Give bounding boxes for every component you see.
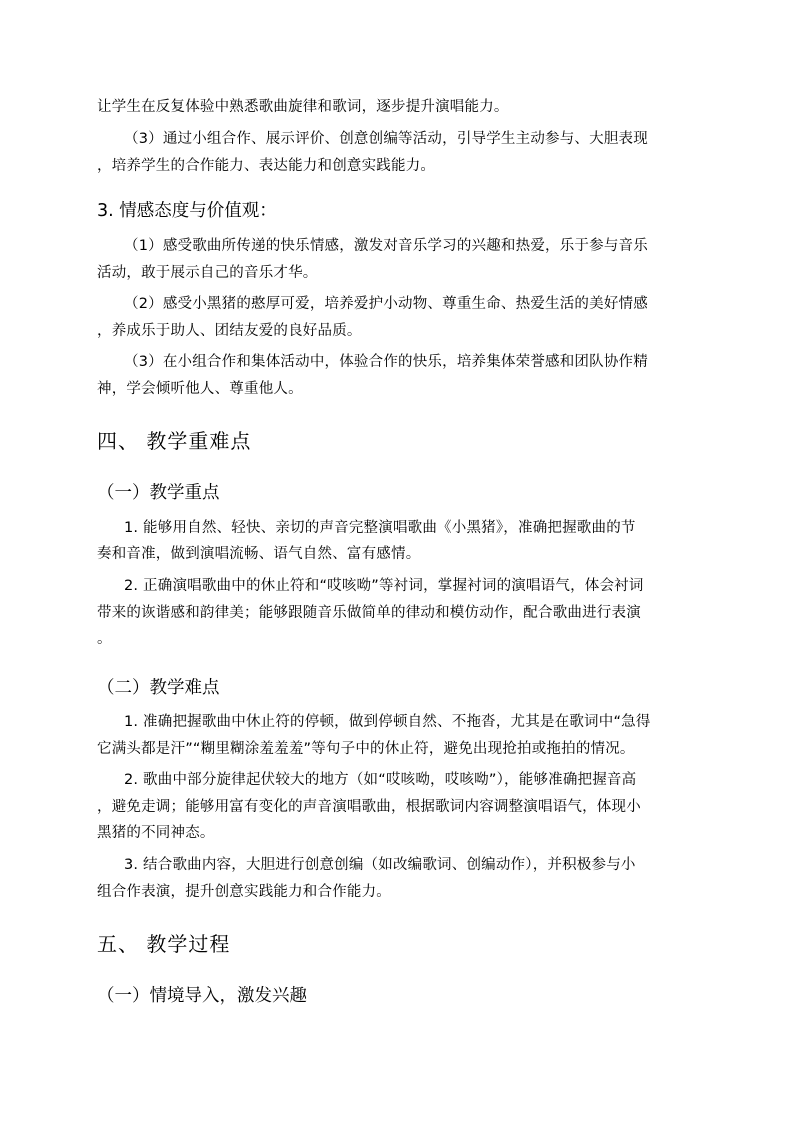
skills-continued-line-1: 让学生在反复体验中熟悉歌曲旋律和歌词，逐步提升演唱能力。 <box>97 99 509 115</box>
emotion-item-2-line-1: （2）感受小黑猪的憨厚可爱，培养爱护小动物、尊重生命、热爱生活的美好情感 <box>124 296 648 312</box>
section-4-heading: 四、 教学重难点 <box>97 429 252 453</box>
difficulty-item-2-line-3: 黑猪的不同神态。 <box>97 825 215 841</box>
focus-item-2-line-1: 2. 正确演唱歌曲中的休止符和“哎咳呦”等衬词，掌握衬词的演唱语气，体会衬词 <box>124 578 644 594</box>
focus-heading: （一）教学重点 <box>97 483 220 503</box>
emotion-item-2-line-2: ，养成乐于助人、团结友爱的良好品质。 <box>97 323 362 339</box>
difficulty-item-3-line-2: 组合作表演，提升创意实践能力和合作能力。 <box>97 884 391 900</box>
section-5-heading: 五、 教学过程 <box>97 932 231 956</box>
focus-item-1-line-1: 1. 能够用自然、轻快、亲切的声音完整演唱歌曲《小黑猪》，准确把握歌曲的节 <box>124 520 636 536</box>
difficulty-item-2-line-2: ，避免走调；能够用富有变化的声音演唱歌曲，根据歌词内容调整演唱语气，体现小 <box>97 799 641 815</box>
difficulty-item-1-line-1: 1. 准确把握歌曲中休止符的停顿，做到停顿自然、不拖沓，尤其是在歌词中“急得 <box>124 714 651 730</box>
difficulty-heading: （二）教学难点 <box>97 678 220 698</box>
emotion-item-3-line-1: （3）在小组合作和集体活动中，体验合作的快乐，培养集体荣誉感和团队协作精 <box>124 354 648 370</box>
focus-item-2-line-2: 带来的诙谐感和韵律美；能够跟随音乐做简单的律动和模仿动作，配合歌曲进行表演 <box>97 605 641 621</box>
emotion-item-1-line-1: （1）感受歌曲所传递的快乐情感，激发对音乐学习的兴趣和热爱，乐于参与音乐 <box>124 238 648 254</box>
difficulty-item-2-line-1: 2. 歌曲中部分旋律起伏较大的地方（如“哎咳呦，哎咳呦”），能够准确把握音高 <box>124 772 637 788</box>
difficulty-item-3-line-1: 3. 结合歌曲内容，大胆进行创意创编（如改编歌词、创编动作），并积极参与小 <box>124 857 636 873</box>
emotion-section-heading: 3. 情感态度与价值观： <box>97 201 277 221</box>
difficulty-item-1-line-2: 它满头都是汗”“糊里糊涂羞羞羞”等句子中的休止符，避免出现抢拍或拖拍的情况。 <box>97 741 635 757</box>
skills-item-3-line-2: ，培养学生的合作能力、表达能力和创意实践能力。 <box>97 158 436 174</box>
skills-item-3-line-1: （3）通过小组合作、展示评价、创意创编等活动，引导学生主动参与、大胆表现 <box>124 131 648 147</box>
intro-subheading: （一）情境导入，激发兴趣 <box>97 986 307 1006</box>
emotion-item-1-line-2: 活动，敢于展示自己的音乐才华。 <box>97 265 318 281</box>
emotion-item-3-line-2: 神，学会倾听他人、尊重他人。 <box>97 381 303 397</box>
focus-item-1-line-2: 奏和音准，做到演唱流畅、语气自然、富有感情。 <box>97 546 421 562</box>
focus-item-2-line-3: 。 <box>97 631 112 647</box>
